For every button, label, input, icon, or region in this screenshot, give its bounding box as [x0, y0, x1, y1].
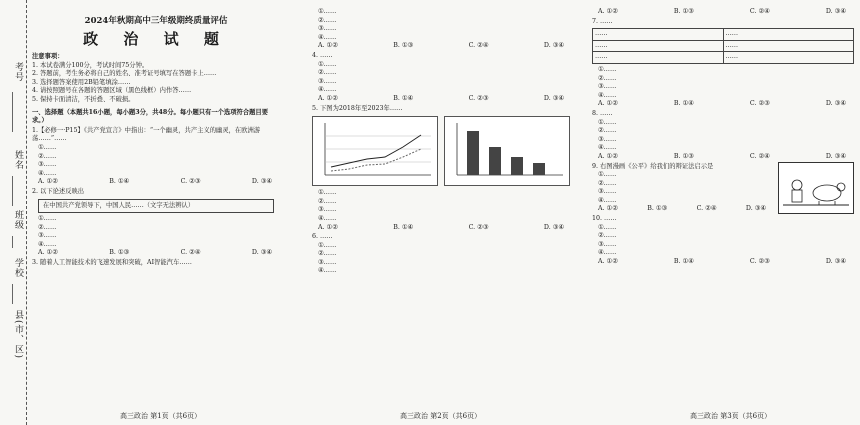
choice: D. ③④: [251, 249, 272, 257]
table-row: [593, 29, 854, 41]
page-3-footer: 高三政治 第3页（共6页）: [690, 412, 772, 420]
question-3: 3. 随着人工智能技术的飞速发展和突破，AI智能汽车……: [32, 259, 192, 267]
choice: C. ②③: [180, 178, 201, 186]
choice: A. ①②: [38, 249, 58, 257]
question-8-option: ③……: [598, 135, 617, 143]
margin-label-exam-number: 考号: [13, 62, 23, 82]
choice: A. ①②: [598, 258, 618, 266]
question-5-option: ②……: [318, 197, 337, 205]
question-9-option: ①……: [598, 171, 617, 179]
question-1-option: ④……: [38, 169, 57, 177]
choice: B. ①④: [109, 178, 130, 186]
choice: A. ①②: [598, 100, 618, 108]
question-1-choices: [32, 178, 280, 187]
question-4-option: ②……: [318, 69, 337, 77]
question-1-option: ③……: [38, 161, 57, 169]
question-3-option: ③……: [318, 25, 337, 33]
choice: B. ①③: [109, 249, 130, 257]
question-4-option: ①……: [318, 60, 337, 68]
question-9-choices: [592, 205, 774, 214]
note-item: 1. 本试卷满分100分，考试时间75分钟。: [32, 61, 149, 69]
question-6-option: ②……: [318, 250, 337, 258]
question-2-option: ①……: [38, 215, 57, 223]
choice: C. ②④: [180, 249, 201, 257]
choice: A. ①②: [318, 42, 338, 50]
choice: D. ③④: [825, 258, 846, 266]
choice: A. ①②: [598, 152, 618, 160]
choice: B. ①④: [673, 100, 694, 108]
choice: D. ③④: [251, 178, 272, 186]
question-3-choices: [312, 42, 572, 51]
choice: A. ①②: [598, 8, 618, 15]
choice: B. ①③: [393, 42, 414, 50]
choice: B. ①③: [673, 152, 694, 160]
question-6: 6. ……: [312, 233, 333, 241]
question-8-option: ②……: [598, 127, 617, 135]
choice: C. ②③: [749, 258, 770, 266]
question-6-option: ④……: [318, 267, 337, 275]
choice: A. ①②: [318, 223, 338, 231]
table-row: [593, 52, 854, 64]
question-6-option: ①……: [318, 241, 337, 249]
margin-line: [12, 176, 13, 206]
note-item: 2. 答题前，考生务必将自己的姓名、准考证号填写在答题卡上……: [32, 70, 217, 78]
margin-label-school: 学校: [13, 258, 23, 278]
notes-heading: 注意事项：: [32, 53, 64, 60]
question-2-choices: [32, 249, 280, 258]
choice: B. ①④: [393, 223, 414, 231]
question-10-option: ④……: [598, 249, 617, 257]
question-2-quote-box: 在中国共产党领导下，中国人民……（文字无法辨认）: [38, 199, 274, 214]
choice: B. ①④: [393, 94, 414, 102]
page-3: [592, 8, 854, 408]
choice: D. ③④: [825, 8, 846, 15]
page-2: [312, 8, 572, 408]
question-5-figures: [312, 116, 572, 186]
choice: C. ②④: [696, 205, 717, 213]
question-9-option: ②……: [598, 179, 617, 187]
choice: D. ③④: [825, 100, 846, 108]
margin-label-county: 县(市、区): [13, 310, 23, 360]
question-7-option: ①……: [598, 65, 617, 73]
choice: C. ②③: [468, 223, 489, 231]
choice: D. ③④: [745, 205, 766, 213]
choice: A. ①②: [38, 178, 58, 186]
question-9-option: ④……: [598, 196, 617, 204]
section-heading: 一、选择题（本题共16小题，每小题3分，共48分。每小题只有一个选项符合题目要求。）: [32, 108, 269, 125]
question-4-choices: [312, 95, 572, 104]
margin-line: [12, 236, 13, 248]
table-row: [593, 40, 854, 52]
question-3-option: ①……: [318, 8, 337, 15]
question-10-option: ③……: [598, 240, 617, 248]
question-3-option: ②……: [318, 16, 337, 24]
question-2-option: ④……: [38, 240, 57, 248]
question-10: 10. ……: [592, 215, 617, 223]
table-cell: ……: [593, 40, 724, 52]
question-7-option: ②……: [598, 74, 617, 82]
question-5: 5. 下图为2018年至2023年……: [312, 104, 403, 112]
choice: C. ②③: [468, 94, 489, 102]
choice: C. ②④: [749, 152, 770, 160]
margin-line: [12, 284, 13, 304]
table-cell: ……: [593, 52, 724, 64]
choice: B. ①③: [673, 8, 694, 15]
question-5-option: ④……: [318, 214, 337, 222]
note-item: 5. 保持卡面清洁，不折叠、不破损。: [32, 95, 135, 103]
question-8-choices: [592, 153, 854, 162]
choice: D. ③④: [543, 42, 564, 50]
question-7-choices: [592, 100, 854, 109]
question-9: 9. 右图漫画《公平》给我们的辩证法启示是: [592, 162, 714, 170]
question-7-option: ④……: [598, 91, 617, 99]
question-8-option: ①……: [598, 118, 617, 126]
bar-chart-figure: [444, 116, 570, 186]
question-10-choices: [592, 258, 854, 267]
question-8: 8. ……: [592, 109, 613, 117]
choice: D. ③④: [825, 152, 846, 160]
exam-title: 2024年秋期高中三年级期终质量评估: [84, 16, 228, 26]
choice: A. ①②: [598, 205, 618, 213]
page-1-footer: 高三政治 第1页（共6页）: [120, 412, 202, 420]
table-cell: ……: [723, 29, 854, 41]
question-2-option: ②……: [38, 223, 57, 231]
question-6-option: ③……: [318, 258, 337, 266]
table-cell: ……: [593, 29, 724, 41]
question-8-option: ④……: [598, 144, 617, 152]
note-item: 3. 选择题答案使用2B铅笔填涂……: [32, 78, 131, 86]
choice: D. ③④: [543, 94, 564, 102]
question-5-choices: [312, 224, 572, 233]
page-2-footer: 高三政治 第2页（共6页）: [400, 412, 482, 420]
choice: D. ③④: [543, 223, 564, 231]
question-7-table: [592, 28, 854, 64]
note-item: 4. 请按照题号在各题的答题区域（黑色线框）内作答……: [32, 87, 192, 95]
question-1: 1.【必修一·P15】《共产党宣言》中指出：“一个幽灵，共产主义的幽灵，在欧洲游荡……”……: [32, 126, 261, 143]
choice: C. ②④: [749, 8, 770, 15]
exam-subject-title: 政 治 试 题: [83, 30, 229, 48]
question-7: 7. ……: [592, 17, 613, 25]
line-chart-figure: [312, 116, 438, 186]
question-1-option: ②……: [38, 152, 57, 160]
question-10-option: ①……: [598, 223, 617, 231]
question-3-option: ④……: [318, 33, 337, 41]
table-cell: ……: [723, 40, 854, 52]
question-10-option: ②……: [598, 232, 617, 240]
question-4: 4. ……: [312, 51, 333, 59]
question-2: 2. 以下论述反映出: [32, 187, 85, 195]
page-1: [32, 8, 280, 408]
choice: B. ①③: [647, 205, 668, 213]
choice: C. ②④: [468, 42, 489, 50]
question-9-option: ③……: [598, 188, 617, 196]
choice: C. ②③: [749, 100, 770, 108]
margin-line: [12, 92, 13, 132]
question-6-choices: [592, 8, 854, 17]
question-5-option: ①……: [318, 189, 337, 197]
margin-label-name: 姓名: [13, 150, 23, 170]
question-1-option: ①……: [38, 143, 57, 151]
question-4-option: ③……: [318, 77, 337, 85]
question-2-option: ③……: [38, 232, 57, 240]
choice: B. ①④: [673, 258, 694, 266]
sealing-margin: [0, 0, 27, 425]
question-5-option: ③……: [318, 206, 337, 214]
margin-label-class: 班级: [13, 210, 23, 230]
choice: A. ①②: [318, 94, 338, 102]
question-7-option: ③……: [598, 83, 617, 91]
table-cell: ……: [723, 52, 854, 64]
question-4-option: ④……: [318, 86, 337, 94]
cartoon-illustration: [778, 162, 854, 214]
